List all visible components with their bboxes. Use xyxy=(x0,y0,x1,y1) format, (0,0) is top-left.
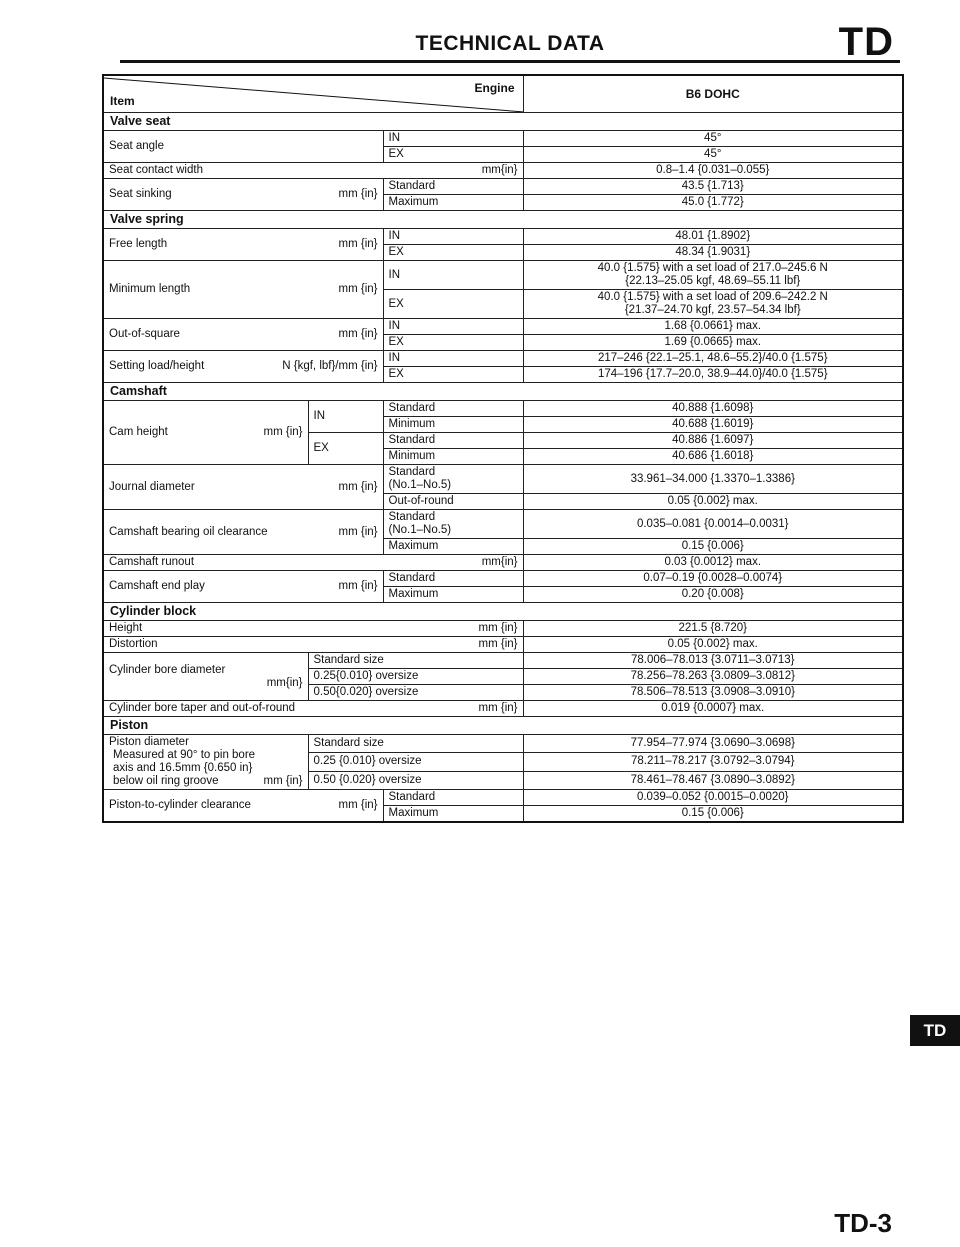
value-cell: 40.888 {1.6098} xyxy=(523,401,903,417)
measurement-note: Measured at 90° to pin bore axis and 16.5mm {0.650 in} below oil ring groove xyxy=(113,749,256,787)
unit-label: mm {in} xyxy=(478,622,518,634)
value-cell: 78.461–78.467 {3.0890–3.0892} xyxy=(523,771,903,789)
value-cell: 48.34 {1.9031} xyxy=(523,245,903,261)
value-cell: 0.15 {0.006} xyxy=(523,806,903,823)
value-cell: 0.05 {0.002} max. xyxy=(523,637,903,653)
value-cell: 40.0 {1.575} with a set load of 217.0–245.6 N {22.13–25.05 kgf, 48.69–55.11 lbf} xyxy=(523,261,903,290)
table-row xyxy=(103,319,903,335)
unit-label: mm {in} xyxy=(263,775,303,787)
page-number: TD-3 xyxy=(834,1208,892,1238)
section-row xyxy=(103,383,903,401)
table-row xyxy=(103,735,903,753)
value-cell: 217–246 {22.1–25.1, 48.6–55.2}/40.0 {1.575} xyxy=(523,351,903,367)
table-row xyxy=(103,510,903,539)
sub-label: IN xyxy=(383,229,523,245)
unit-label: N {kgf, lbf}/mm {in} xyxy=(282,360,378,372)
table-header-row xyxy=(103,75,903,113)
table-row xyxy=(103,229,903,245)
unit-label: mm{in} xyxy=(266,676,303,689)
item-label xyxy=(103,351,383,383)
seat-contact-width-label: Seat contact width xyxy=(109,164,203,176)
item-label xyxy=(103,179,383,211)
section-side-tab: TD xyxy=(910,1015,960,1046)
sub-label: 0.25 {0.010} oversize xyxy=(308,753,523,771)
table-row xyxy=(103,701,903,717)
item-label xyxy=(103,701,523,717)
unit-label: mm {in} xyxy=(338,238,378,250)
seat-sinking-label: Seat sinking xyxy=(109,188,172,200)
section-row xyxy=(103,717,903,735)
table-row xyxy=(103,351,903,367)
value-cell: 0.15 {0.006} xyxy=(523,539,903,555)
sub-label: EX xyxy=(308,433,383,465)
unit-label: mm {in} xyxy=(478,702,518,714)
item-label xyxy=(103,653,308,701)
sub-label: IN xyxy=(383,351,523,367)
value-cell: 0.05 {0.002} max. xyxy=(523,494,903,510)
sub-label: Standard xyxy=(383,401,523,417)
value-cell: 43.5 {1.713} xyxy=(523,179,903,195)
sub-label: EX xyxy=(383,335,523,351)
sub-label: Standard xyxy=(383,433,523,449)
header-rule xyxy=(120,60,900,63)
table-row xyxy=(103,401,903,417)
item-label xyxy=(103,555,523,571)
table-row xyxy=(103,179,903,195)
sub-label: 0.50{0.020} oversize xyxy=(308,685,523,701)
value-cell: 45.0 {1.772} xyxy=(523,195,903,211)
item-header: Item xyxy=(110,94,135,108)
distortion-label: Distortion xyxy=(109,638,158,650)
sub-label: 0.50 {0.020} oversize xyxy=(308,771,523,789)
sub-label: Standard (No.1–No.5) xyxy=(383,465,523,494)
table-row xyxy=(103,131,903,147)
technical-data-table xyxy=(102,74,904,823)
value-cell: 77.954–77.974 {3.0690–3.0698} xyxy=(523,735,903,753)
sub-label: Standard (No.1–No.5) xyxy=(383,510,523,539)
section-row xyxy=(103,211,903,229)
sub-label: EX xyxy=(383,290,523,319)
sub-label: IN xyxy=(383,261,523,290)
value-cell: 48.01 {1.8902} xyxy=(523,229,903,245)
sub-label: Maximum xyxy=(383,587,523,603)
sub-label: Standard size xyxy=(308,653,523,669)
engine-header: Engine xyxy=(474,81,515,95)
item-label xyxy=(103,790,383,823)
section-row xyxy=(103,603,903,621)
table-row xyxy=(103,790,903,806)
value-cell: 40.0 {1.575} with a set load of 209.6–242.2 N {21.37–24.70 kgf, 23.57–54.34 lbf} xyxy=(523,290,903,319)
journal-diameter-label: Journal diameter xyxy=(109,480,195,493)
sub-label: Minimum xyxy=(383,449,523,465)
section-cylinder-block: Cylinder block xyxy=(103,603,903,621)
value-cell: 174–196 {17.7–20.0, 38.9–44.0}/40.0 {1.575} xyxy=(523,367,903,383)
item-label xyxy=(103,571,383,603)
bearing-clearance-label: Camshaft bearing oil clearance xyxy=(109,525,268,538)
value-cell: 33.961–34.000 {1.3370–1.3386} xyxy=(523,465,903,494)
value-cell: 1.69 {0.0665} max. xyxy=(523,335,903,351)
sub-label: Out-of-round xyxy=(383,494,523,510)
camshaft-end-play-label: Camshaft end play xyxy=(109,580,205,592)
sub-label: Standard xyxy=(383,790,523,806)
seat-angle-label: Seat angle xyxy=(103,131,383,163)
sub-label: IN xyxy=(308,401,383,433)
page-header xyxy=(120,18,900,64)
unit-label: mm {in} xyxy=(338,283,378,295)
item-label xyxy=(103,510,383,555)
table-row xyxy=(103,637,903,653)
section-code: TD xyxy=(838,20,894,64)
sub-label: EX xyxy=(383,245,523,261)
item-label xyxy=(103,319,383,351)
value-cell: 0.03 {0.0012} max. xyxy=(523,555,903,571)
sub-label: Minimum xyxy=(383,417,523,433)
section-camshaft: Camshaft xyxy=(103,383,903,401)
sub-label: IN xyxy=(383,319,523,335)
diagonal-header-cell xyxy=(103,75,523,113)
sub-label: Standard xyxy=(383,571,523,587)
section-piston: Piston xyxy=(103,717,903,735)
sub-label: EX xyxy=(383,147,523,163)
piston-clearance-label: Piston-to-cylinder clearance xyxy=(109,799,251,811)
value-cell: 40.688 {1.6019} xyxy=(523,417,903,433)
diagonal-divider xyxy=(104,76,523,112)
table-row xyxy=(103,571,903,587)
piston-diameter-label: Piston diameter xyxy=(109,736,189,748)
sub-label: 0.25{0.010} oversize xyxy=(308,669,523,685)
table-row xyxy=(103,621,903,637)
cylinder-bore-label: Cylinder bore diameter xyxy=(109,663,226,676)
minimum-length-label: Minimum length xyxy=(109,283,191,295)
item-label xyxy=(103,465,383,510)
value-cell: 78.256–78.263 {3.0809–3.0812} xyxy=(523,669,903,685)
value-cell: 78.506–78.513 {3.0908–3.0910} xyxy=(523,685,903,701)
engine-model-header: B6 DOHC xyxy=(523,75,903,113)
value-cell: 0.8–1.4 {0.031–0.055} xyxy=(523,163,903,179)
section-valve-seat: Valve seat xyxy=(103,113,903,131)
setting-load-label: Setting load/height xyxy=(109,360,205,372)
value-cell: 0.07–0.19 {0.0028–0.0074} xyxy=(523,571,903,587)
unit-label: mm {in} xyxy=(338,799,378,811)
value-cell: 45° xyxy=(523,147,903,163)
unit-label: mm {in} xyxy=(338,525,378,538)
table-row xyxy=(103,261,903,290)
camshaft-runout-label: Camshaft runout xyxy=(109,556,195,568)
value-cell: 45° xyxy=(523,131,903,147)
item-label xyxy=(103,229,383,261)
unit-label: mm {in} xyxy=(338,328,378,340)
value-cell: 0.20 {0.008} xyxy=(523,587,903,603)
value-cell: 40.686 {1.6018} xyxy=(523,449,903,465)
item-label xyxy=(103,621,523,637)
table-row xyxy=(103,555,903,571)
unit-label: mm{in} xyxy=(481,556,518,568)
table-row xyxy=(103,465,903,494)
unit-label: mm {in} xyxy=(338,188,378,200)
item-label xyxy=(103,637,523,653)
free-length-label: Free length xyxy=(109,238,168,250)
value-cell: 40.886 {1.6097} xyxy=(523,433,903,449)
item-label xyxy=(103,401,308,465)
item-label xyxy=(103,261,383,319)
unit-label: mm {in} xyxy=(263,426,303,438)
section-row xyxy=(103,113,903,131)
sub-label: IN xyxy=(383,131,523,147)
sub-label: Standard size xyxy=(308,735,523,753)
value-cell: 78.211–78.217 {3.0792–3.0794} xyxy=(523,753,903,771)
unit-label: mm {in} xyxy=(338,480,378,493)
value-cell: 0.019 {0.0007} max. xyxy=(523,701,903,717)
value-cell: 78.006–78.013 {3.0711–3.0713} xyxy=(523,653,903,669)
table-row xyxy=(103,653,903,669)
out-of-square-label: Out-of-square xyxy=(109,328,180,340)
unit-label: mm {in} xyxy=(478,638,518,650)
value-cell: 1.68 {0.0661} max. xyxy=(523,319,903,335)
unit-label: mm{in} xyxy=(481,164,518,176)
sub-label: EX xyxy=(383,367,523,383)
sub-label: Standard xyxy=(383,179,523,195)
item-label xyxy=(103,735,308,790)
page-title: TECHNICAL DATA xyxy=(415,32,605,55)
table-row xyxy=(103,163,903,179)
section-valve-spring: Valve spring xyxy=(103,211,903,229)
cam-height-label: Cam height xyxy=(109,426,168,438)
unit-label: mm {in} xyxy=(338,580,378,592)
bore-taper-label: Cylinder bore taper and out-of-round xyxy=(109,702,296,714)
value-cell: 0.035–0.081 {0.0014–0.0031} xyxy=(523,510,903,539)
value-cell: 221.5 {8.720} xyxy=(523,621,903,637)
sub-label: Maximum xyxy=(383,806,523,823)
sub-label: Maximum xyxy=(383,195,523,211)
value-cell: 0.039–0.052 {0.0015–0.0020} xyxy=(523,790,903,806)
item-label xyxy=(103,163,523,179)
sub-label: Maximum xyxy=(383,539,523,555)
height-label: Height xyxy=(109,622,143,634)
